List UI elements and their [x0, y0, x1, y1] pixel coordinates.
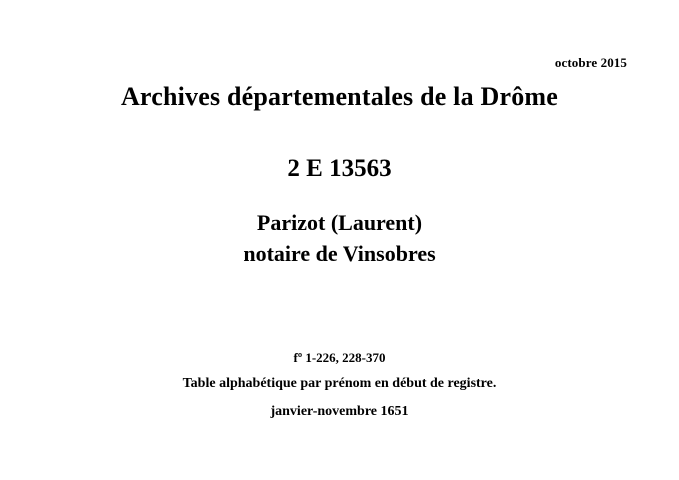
notary-role: notaire de Vinsobres — [243, 241, 436, 266]
folio-range: fº 1-226, 228-370 — [293, 350, 386, 365]
page-title: Archives départementales de la Drôme — [120, 82, 559, 111]
notary-name: Parizot (Laurent) — [256, 210, 423, 235]
table-note: Table alphabétique par prénom en début de registre. — [182, 376, 497, 391]
publication-date: octobre 2015 — [554, 55, 627, 70]
date-range: janvier-novembre 1651 — [270, 404, 409, 419]
notary-block — [0, 208, 679, 270]
document-footer-block — [0, 346, 679, 426]
reference-code: 2 E 13563 — [287, 155, 392, 182]
